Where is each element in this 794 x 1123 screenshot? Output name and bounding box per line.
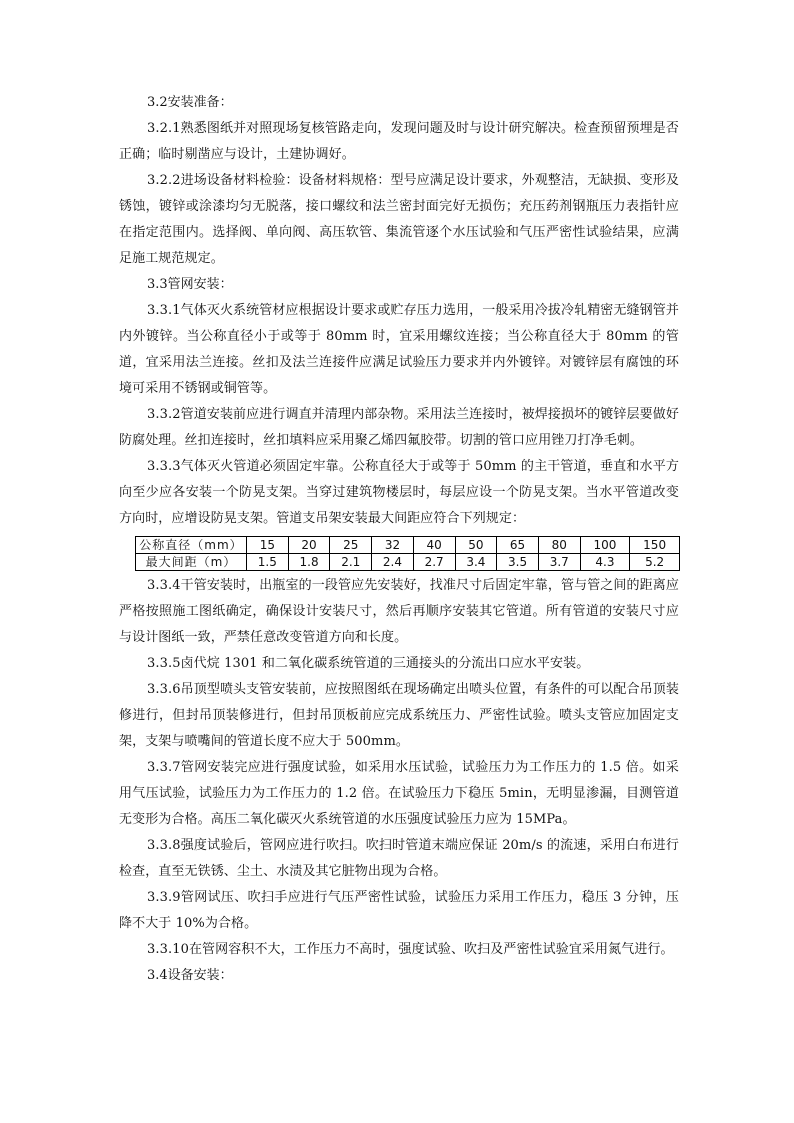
- table-cell: 3.4: [455, 554, 497, 571]
- table-cell: 2.1: [330, 554, 372, 571]
- document-page: [119, 90, 679, 989]
- table-cell: 15: [247, 537, 289, 554]
- table-row-label: 公称直径（mm）: [136, 537, 247, 554]
- table-cell: 3.7: [538, 554, 580, 571]
- table-cell: 65: [497, 537, 539, 554]
- section-heading-3-3: 3.3管网安装：: [147, 277, 233, 292]
- table-cell: 1.8: [288, 554, 330, 571]
- paragraph-3-3-7: 3.3.7管网安装完应进行强度试验，如采用水压试验，试验压力为工作压力的 1.5 倍。如采用气压试验，试验压力为工作压力的 1.2 倍。在试验压力下稳压 5min，无明显渗漏，目测管道无变形为合格。高压二氧化碳灭火系统管道的水压强度试验压力应为 15MPa。: [119, 760, 679, 827]
- table-cell: 32: [372, 537, 414, 554]
- paragraph-3-2-1: 3.2.1熟悉图纸并对照现场复核管路走向，发现问题及时与设计研究解决。检查预留预埋是否正确；临时剔凿应与设计，土建协调好。: [119, 121, 679, 162]
- table-cell: 20: [288, 537, 330, 554]
- table-cell: 4.3: [580, 554, 630, 571]
- section-heading-3-2: 3.2安装准备：: [147, 95, 233, 110]
- paragraph-3-3-5: 3.3.5卤代烷 1301 和二氧化碳系统管道的三通接头的分流出口应水平安装。: [147, 656, 590, 671]
- table-row-spacing: [136, 554, 680, 571]
- table-cell: 40: [413, 537, 455, 554]
- table-cell: 50: [455, 537, 497, 554]
- paragraph-3-3-2: 3.3.2管道安装前应进行调直并清理内部杂物。采用法兰连接时，被焊接损坏的镀锌层要做好防腐处理。丝扣连接时，丝扣填料应采用聚乙烯四氟胶带。切割的管口应用锉刀打净毛刺。: [119, 407, 679, 448]
- table-row-label: 最大间距（m）: [136, 554, 247, 571]
- table-cell: 2.7: [413, 554, 455, 571]
- table-cell: 150: [630, 537, 680, 554]
- paragraph-3-3-6: 3.3.6吊顶型喷头支管安装前，应按照图纸在现场确定出喷头位置，有条件的可以配合吊顶装修进行，但封吊顶装修进行，但封吊顶板前应完成系统压力、严密性试验。喷头支管应加固定支架，支架与喷嘴间的管道长度不应大于 500mm。: [119, 682, 679, 749]
- table-cell: 1.5: [247, 554, 289, 571]
- table-cell: 80: [538, 537, 580, 554]
- paragraph-3-3-1: 3.3.1气体灭火系统管材应根据设计要求或贮存压力选用，一般采用冷拔冷轧精密无缝钢管并内外镀锌。当公称直径小于或等于 80mm 时，宜采用螺纹连接；当公称直径大于 80mm 的管道，宜采用法兰连接。丝扣及法兰连接件应满足试验压力要求并内外镀锌。对镀锌层有腐蚀的环境可采用不锈钢或铜管等。: [119, 303, 679, 396]
- paragraph-3-2-2: 3.2.2进场设备材料检验：设备材料规格：型号应满足设计要求，外观整洁，无缺损、变形及锈蚀，镀锌或涂漆均匀无脱落，接口螺纹和法兰密封面完好无损伤；充压药剂钢瓶压力表指针应在指定范围内。选择阀、单向阀、高压软管、集流管逐个水压试验和气压严密性试验结果，应满足施工规范规定。: [119, 173, 679, 266]
- table-cell: 100: [580, 537, 630, 554]
- table-cell: 3.5: [497, 554, 539, 571]
- table-cell: 2.4: [372, 554, 414, 571]
- table-row-diameter: [136, 537, 680, 554]
- paragraph-3-3-8: 3.3.8强度试验后，管网应进行吹扫。吹扫时管道末端应保证 20m/s 的流速，采用白布进行检查，直至无铁锈、尘土、水渍及其它脏物出现为合格。: [119, 838, 679, 879]
- section-heading-3-4: 3.4设备安装：: [147, 968, 233, 983]
- table-cell: 5.2: [630, 554, 680, 571]
- paragraph-3-3-3: 3.3.3气体灭火管道必须固定牢靠。公称直径大于或等于 50mm 的主干管道，垂直和水平方向至少应各安装一个防晃支架。当穿过建筑物楼层时，每层应设一个防晃支架。当水平管道改变方向时，应增设防晃支架。管道支吊架安装最大间距应符合下列规定：: [119, 459, 679, 526]
- paragraph-3-3-4: 3.3.4干管安装时，出瓶室的一段管应先安装好，找准尺寸后固定牢靠，管与管之间的距离应严格按照施工图纸确定，确保设计安装尺寸，然后再顺序安装其它管道。所有管道的安装尺寸应与设计图纸一致，严禁任意改变管道方向和长度。: [119, 578, 679, 645]
- table-cell: 25: [330, 537, 372, 554]
- paragraph-3-3-10: 3.3.10在管网容积不大，工作压力不高时，强度试验、吹扫及严密性试验宜采用氮气进行。: [147, 942, 674, 957]
- paragraph-3-3-9: 3.3.9管网试压、吹扫手应进行气压严密性试验，试验压力采用工作压力，稳压 3 分钟，压降不大于 10%为合格。: [119, 890, 679, 931]
- support-spacing-table: [135, 536, 680, 571]
